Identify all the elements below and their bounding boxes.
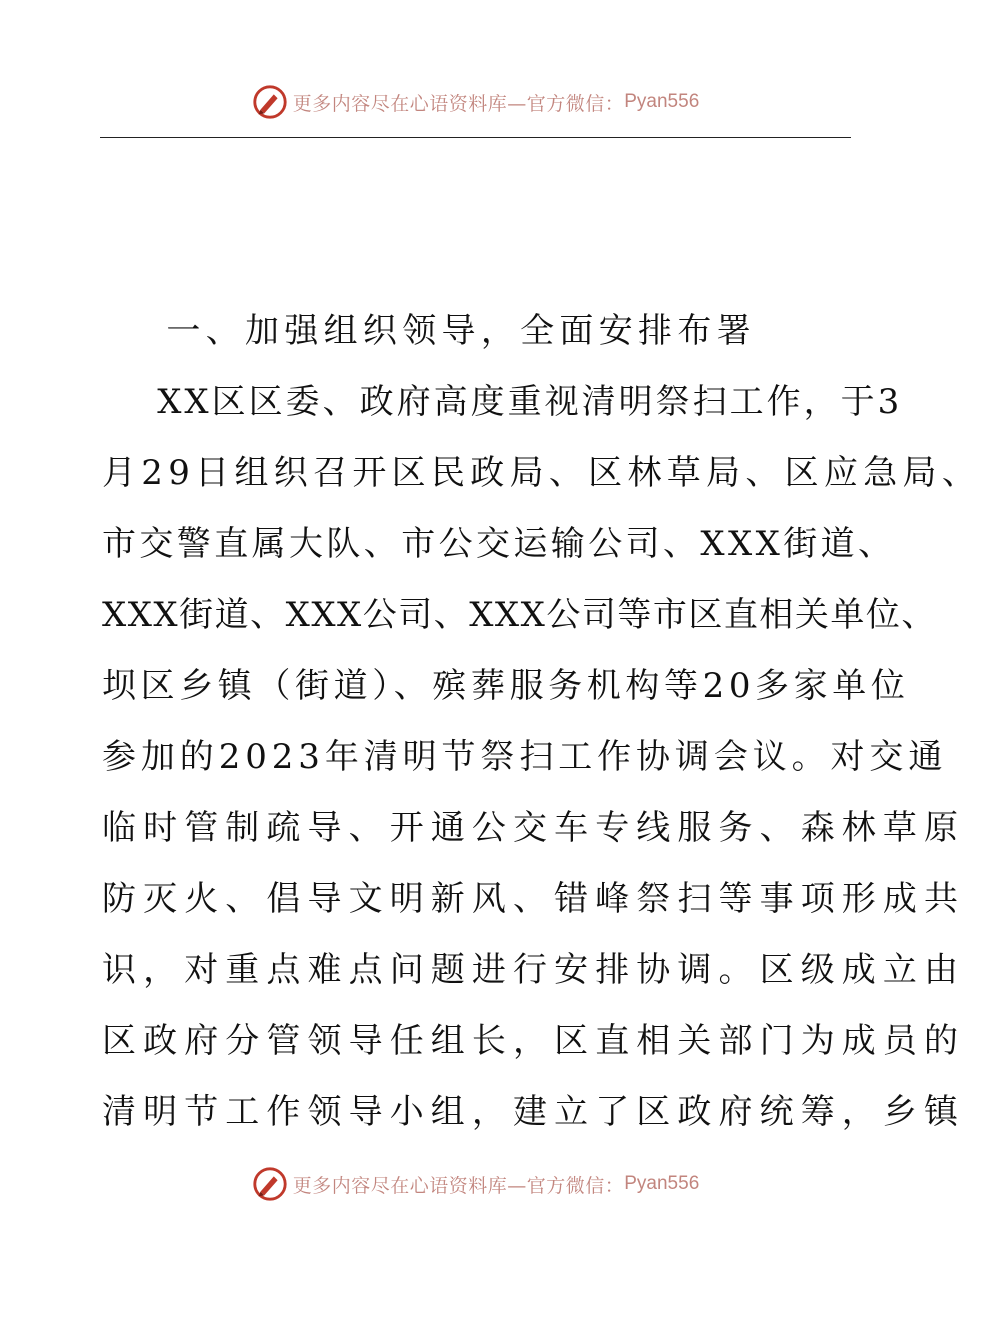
banner-text: 更多内容尽在心语资料库—官方微信： <box>292 92 625 115</box>
section-heading: 一、加强组织领导，全面安排布署 <box>102 311 756 351</box>
paragraph-line: 区政府分管领导任组长，区直相关部门为成员的 <box>102 1021 966 1061</box>
banner-wechat-id: Pyan556 <box>624 1173 700 1194</box>
footer-banner <box>0 1162 950 1206</box>
document-body <box>102 296 981 1148</box>
paragraph-line: XXX街道、XXX公司、XXX公司等市区直相关单位、 <box>102 595 937 635</box>
paragraph-line: 临时管制疏导、开通公交车专线服务、森林草原 <box>102 808 966 848</box>
paragraph-line: 识，对重点难点问题进行安排协调。区级成立由 <box>102 950 966 990</box>
paragraph-line: 市交警直属大队、市公交运输公司、XXX街道、 <box>102 524 896 564</box>
header-banner <box>0 80 950 124</box>
paragraph-line: XX区区委、政府高度重视清明祭扫工作，于3 <box>102 382 903 422</box>
paragraph-line: 防灭火、倡导文明新风、错峰祭扫等事项形成共 <box>102 879 966 919</box>
paragraph-line: 清明节工作领导小组，建立了区政府统筹，乡镇 <box>102 1092 966 1132</box>
banner-text: 更多内容尽在心语资料库—官方微信： <box>292 1174 625 1197</box>
banner-wechat-id: Pyan556 <box>624 91 700 112</box>
logo-icon <box>251 1165 289 1203</box>
paragraph-line: 坝区乡镇（街道）、殡葬服务机构等20多家单位 <box>102 666 910 706</box>
paragraph-line: 月29日组织召开区民政局、区林草局、区应急局、 <box>102 453 981 493</box>
paragraph-line: 参加的2023年清明节祭扫工作协调会议。对交通 <box>102 737 948 777</box>
header-rule <box>100 137 851 138</box>
logo-icon <box>251 83 289 121</box>
